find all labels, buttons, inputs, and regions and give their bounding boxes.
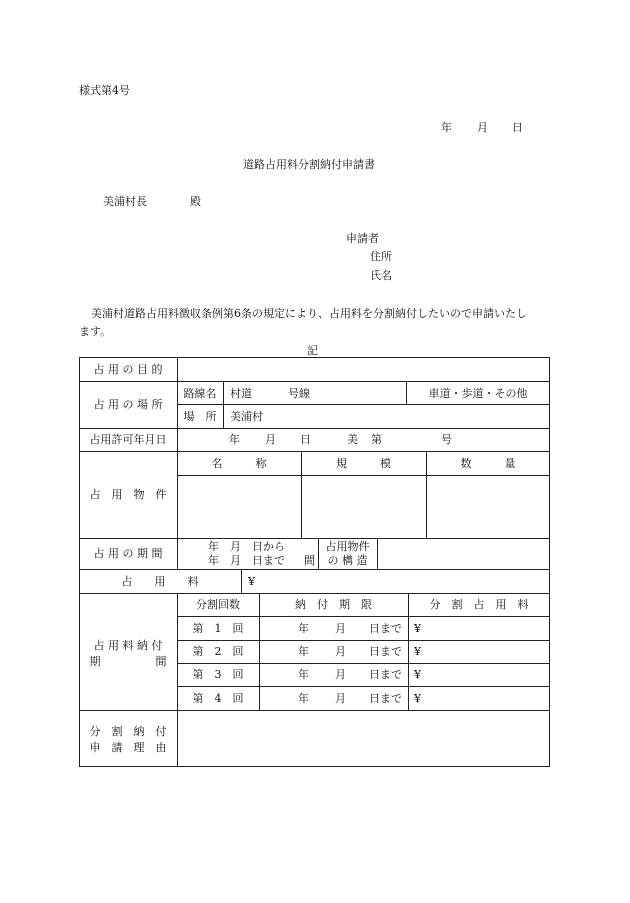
installment-year: 年 bbox=[298, 668, 309, 681]
honorific: 殿 bbox=[190, 195, 201, 208]
structure-label-line1: 占用物件 bbox=[325, 540, 370, 553]
row-divider bbox=[177, 475, 550, 476]
row-divider bbox=[79, 538, 550, 539]
pay-period-label-line2: 期 間 bbox=[89, 655, 167, 668]
col-divider bbox=[241, 569, 242, 593]
form-number: 様式第4号 bbox=[79, 84, 130, 97]
row-divider bbox=[177, 616, 550, 617]
installment-count-header: 分割回数 bbox=[196, 598, 240, 611]
row-divider bbox=[177, 686, 550, 687]
reason-label-line1: 分 割 納 付 bbox=[89, 725, 167, 738]
installment-label: 第 1 回 bbox=[192, 622, 244, 635]
installment-yen-sign: ¥ bbox=[414, 645, 421, 658]
purpose-label: 占 用 の 目 的 bbox=[93, 363, 163, 376]
route-number-text: 号線 bbox=[288, 387, 310, 400]
row-divider bbox=[79, 593, 550, 594]
ki-label: 記 bbox=[307, 344, 318, 357]
structure-label-line2: の 構 造 bbox=[327, 554, 368, 567]
permit-month-text: 月 bbox=[265, 433, 276, 446]
permit-go-text: 号 bbox=[441, 433, 452, 446]
col-divider bbox=[177, 593, 178, 767]
period-to-text: 年 月 日まで bbox=[208, 554, 285, 567]
installment-month: 月 bbox=[335, 645, 346, 658]
location-label: 場 所 bbox=[183, 410, 217, 423]
col-divider bbox=[408, 593, 409, 710]
period-from-text: 年 月 日から bbox=[208, 540, 285, 553]
permit-date-label: 占用許可年月日 bbox=[89, 433, 167, 446]
row-divider bbox=[177, 663, 550, 664]
installment-month: 月 bbox=[335, 668, 346, 681]
row-divider bbox=[177, 640, 550, 641]
addressee: 美浦村長 bbox=[103, 195, 147, 208]
address-label: 住所 bbox=[370, 250, 392, 263]
body-text-line1: 美浦村道路占用料徴収条例第6条の規定により、占用料を分割納付したいので申請いたし bbox=[91, 307, 527, 320]
col-scale-header: 規 模 bbox=[336, 457, 391, 470]
permit-dai-text: 第 bbox=[371, 433, 382, 446]
col-quantity-header: 数 量 bbox=[460, 457, 516, 470]
row-divider bbox=[79, 381, 550, 382]
row-divider bbox=[79, 451, 550, 452]
installment-label: 第 3 回 bbox=[192, 668, 244, 681]
installment-yen-sign: ¥ bbox=[414, 668, 421, 681]
permit-year-text: 年 bbox=[229, 433, 240, 446]
installment-yen-sign: ¥ bbox=[414, 622, 421, 635]
installment-yen-sign: ¥ bbox=[414, 692, 421, 705]
installment-month: 月 bbox=[335, 692, 346, 705]
route-name-label: 路線名 bbox=[183, 387, 217, 400]
applicant-label: 申請者 bbox=[346, 232, 379, 245]
installment-year: 年 bbox=[298, 622, 309, 635]
due-date-header: 納 付 期 限 bbox=[295, 598, 372, 611]
fee-label: 占 用 料 bbox=[121, 575, 199, 588]
road-type-text: 車道・歩道・その他 bbox=[428, 387, 528, 400]
fee-yen-sign: ¥ bbox=[248, 575, 255, 588]
location-value: 美浦村 bbox=[230, 410, 263, 423]
installment-due: 日まで bbox=[369, 692, 402, 705]
period-label: 占 用 の 期 間 bbox=[93, 547, 163, 560]
col-name-header: 名 称 bbox=[211, 457, 267, 470]
col-divider bbox=[223, 381, 224, 428]
row-divider bbox=[79, 569, 550, 570]
col-divider bbox=[259, 593, 260, 710]
row-divider bbox=[177, 404, 550, 405]
installment-year: 年 bbox=[298, 645, 309, 658]
installment-due: 日まで bbox=[369, 622, 402, 635]
object-label: 占 用 物 件 bbox=[89, 488, 167, 501]
period-kan-text: 間 bbox=[304, 554, 315, 567]
reason-label-line2: 申 請 理 由 bbox=[89, 741, 167, 754]
date-month-label: 月 bbox=[477, 121, 488, 134]
installment-due: 日まで bbox=[369, 645, 402, 658]
date-year-label: 年 bbox=[441, 121, 452, 134]
installment-month: 月 bbox=[335, 622, 346, 635]
permit-mi-text: 美 bbox=[347, 433, 358, 446]
pay-period-label-line1: 占 用 料 納 付 bbox=[93, 639, 163, 652]
document-title: 道路占用料分割納付申請書 bbox=[243, 158, 375, 171]
permit-day-text: 日 bbox=[300, 433, 311, 446]
date-day-label: 日 bbox=[512, 121, 523, 134]
split-fee-header: 分 割 占 用 料 bbox=[429, 598, 529, 611]
body-text-line2: ます。 bbox=[79, 325, 112, 338]
col-divider bbox=[377, 538, 378, 569]
name-label: 氏名 bbox=[370, 269, 392, 282]
installment-due: 日まで bbox=[369, 668, 402, 681]
village-road-text: 村道 bbox=[230, 387, 252, 400]
installment-year: 年 bbox=[298, 692, 309, 705]
row-divider bbox=[79, 710, 550, 711]
installment-label: 第 2 回 bbox=[192, 645, 244, 658]
installment-label: 第 4 回 bbox=[192, 692, 244, 705]
place-label: 占 用 の 場 所 bbox=[93, 398, 163, 411]
row-divider bbox=[79, 428, 550, 429]
